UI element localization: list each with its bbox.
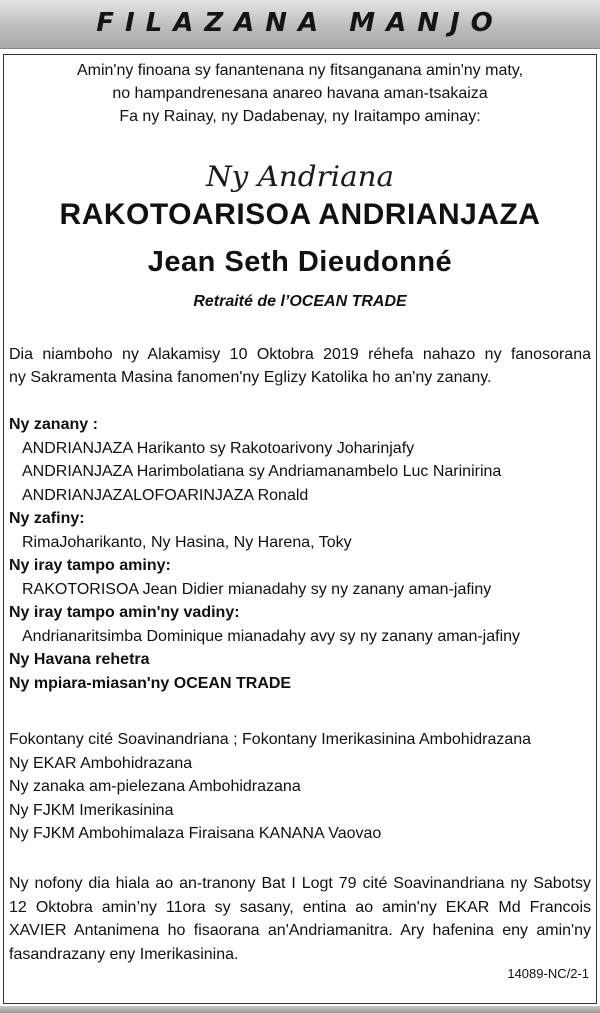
funeral-paragraph (9, 872, 591, 966)
notice-title: FILAZANA MANJO (96, 8, 504, 38)
list-item: ANDRIANJAZALOFOARINJAZA Ronald (22, 486, 309, 504)
intro-line: Amin'ny finoana sy fanantenana ny fitsanganana amin'ny maty, (76, 62, 524, 79)
community-line: Ny zanaka am-pielezana Ambohidrazana (9, 778, 301, 795)
funeral-line: Ny nofony dia hiala ao an-tranony Bat I Logt 79 cité Soavinandriana ny Sabotsy (9, 875, 591, 892)
communities-list (9, 728, 594, 846)
community-line: Ny FJKM Ambohimalaza Firaisana KANANA Vaovao (9, 825, 382, 842)
colleagues: Ny mpiara-miasan'ny OCEAN TRADE (9, 674, 292, 692)
funeral-line: 12 Oktobra amin’ny 11ora sy sasany, entina ao amin'ny EKAR Md Francois (9, 898, 591, 916)
deceased-given-names: Jean Seth Dieudonné (147, 246, 453, 278)
list-item: ANDRIANJAZA Harikanto sy Rakotoarivony Joharinjafy (22, 439, 415, 457)
sibling-heading: Ny iray tampo aminy: (9, 557, 171, 574)
list-item: RAKOTORISOA Jean Didier mianadahy sy ny zanany aman-jafiny (22, 580, 492, 598)
intro-line: no hampandrenesana anareo havana aman-tsakaiza (112, 85, 488, 102)
honorific: Ny Andriana (205, 160, 395, 193)
intro-block (0, 59, 600, 128)
funeral-line: fasandrazany eny Imerikasinina. (9, 945, 239, 963)
family-list (9, 413, 594, 695)
grandchildren-heading: Ny zafiny: (9, 510, 85, 527)
extended-family: Ny Havana rehetra (9, 651, 150, 668)
announcement-line: ny Sakramenta Masina fanomen'ny Eglizy Katolika ho an'ny zanany. (9, 369, 492, 386)
deceased-surname: RAKOTOARISOA ANDRIANJAZA (59, 198, 541, 231)
funeral-line: XAVIER Antanimena ho fisaorana an'Andriamanitra. Ary hafenina eny amin'ny (9, 922, 591, 939)
intro-line: Fa ny Rainay, ny Dadabenay, ny Iraitampo aminay: (119, 108, 481, 125)
community-line: Ny FJKM Imerikasinina (9, 801, 174, 819)
announcement-line: Dia niamboho ny Alakamisy 10 Oktobra 2019 réhefa nahazo ny fanosorana (9, 346, 591, 363)
deceased-occupation: Retraité de l’OCEAN TRADE (193, 293, 407, 310)
announcement-paragraph (9, 343, 591, 389)
wife-sibling-heading: Ny iray tampo amin'ny vadiny: (9, 604, 240, 621)
list-item: Andrianaritsimba Dominique mianadahy avy sy ny zanany aman-jafiny (22, 627, 521, 645)
reference-code: 14089-NC/2-1 (507, 966, 589, 981)
children-heading: Ny zanany : (9, 416, 98, 433)
list-item: ANDRIANJAZA Harimbolatiana sy Andriamanambelo Luc Narinirina (22, 463, 502, 480)
list-item: RimaJoharikanto, Ny Hasina, Ny Harena, Toky (22, 533, 352, 551)
community-line: Fokontany cité Soavinandriana ; Fokontany Imerikasinina Ambohidrazana (9, 731, 532, 748)
footer-band (0, 1006, 600, 1013)
community-line: Ny EKAR Ambohidrazana (9, 754, 193, 772)
